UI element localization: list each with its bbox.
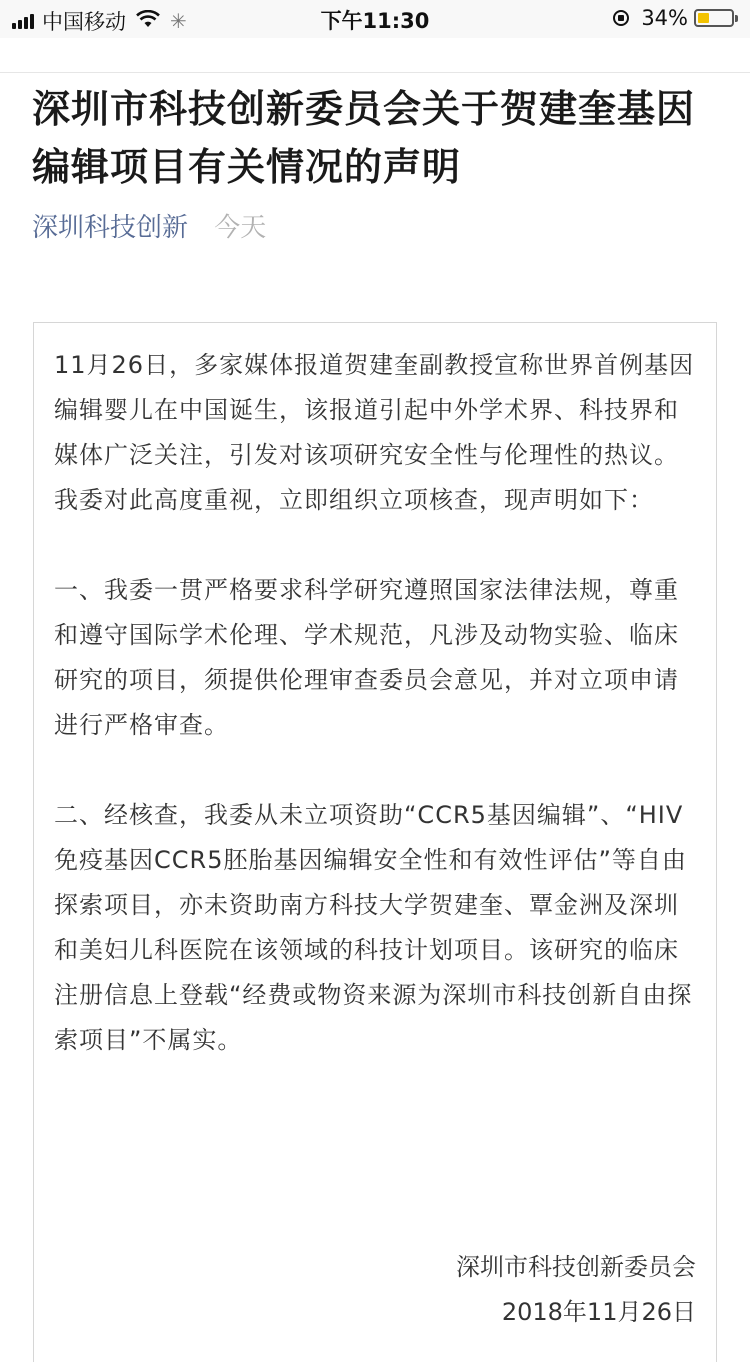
header-divider <box>0 72 750 73</box>
article-title: 深圳市科技创新委员会关于贺建奎基因编辑项目有关情况的声明 <box>32 87 696 189</box>
status-right <box>613 6 738 30</box>
article-meta <box>32 208 266 248</box>
account-name-link[interactable]: 深圳科技创新 <box>32 213 189 243</box>
battery-percent: 34% <box>641 6 688 30</box>
paragraph-point-two: 二、经核查，我委从未立项资助“CCR5基因编辑”、“HIV免疫基因CCR5胚胎基因编辑安全性和有效性评估”等自由探索项目，亦未资助南方科技大学贺建奎、覃金洲及深圳和美妇儿科医院在该领域的科技计划项目。该研究的临床注册信息上登载“经费或物资来源为深圳市科技创新自由探索项目”不属实。 <box>54 801 693 1054</box>
publish-date: 今天 <box>214 213 267 243</box>
battery-tip <box>735 15 738 22</box>
statement-body <box>54 343 696 1063</box>
status-time: 下午11:30 <box>320 9 430 33</box>
battery-icon <box>694 9 734 27</box>
signature-org: 深圳市科技创新委员会 <box>456 1253 696 1281</box>
paragraph-point-one: 一、我委一贯严格要求科学研究遵照国家法律法规，尊重和遵守国际学术伦理、学术规范，凡涉及动物实验、临床研究的项目，须提供伦理审查委员会意见，并对立项申请进行严格审查。 <box>54 576 679 739</box>
activity-spinner-icon: ✳ <box>170 9 187 33</box>
status-bar <box>0 0 750 38</box>
paragraph-intro: 11月26日，多家媒体报道贺建奎副教授宣称世界首例基因编辑婴儿在中国诞生，该报道引起中外学术界、科技界和媒体广泛关注，引发对该项研究安全性与伦理性的热议。我委对此高度重视，立即组织立项核查，现声明如下： <box>54 351 695 514</box>
carrier-name: 中国移动 <box>42 10 126 34</box>
signature-block <box>456 1245 696 1335</box>
statement-content-box <box>33 322 717 1362</box>
signature-date: 2018年11月26日 <box>501 1298 696 1326</box>
orientation-lock-icon <box>613 10 629 26</box>
battery-level-fill <box>698 13 709 23</box>
